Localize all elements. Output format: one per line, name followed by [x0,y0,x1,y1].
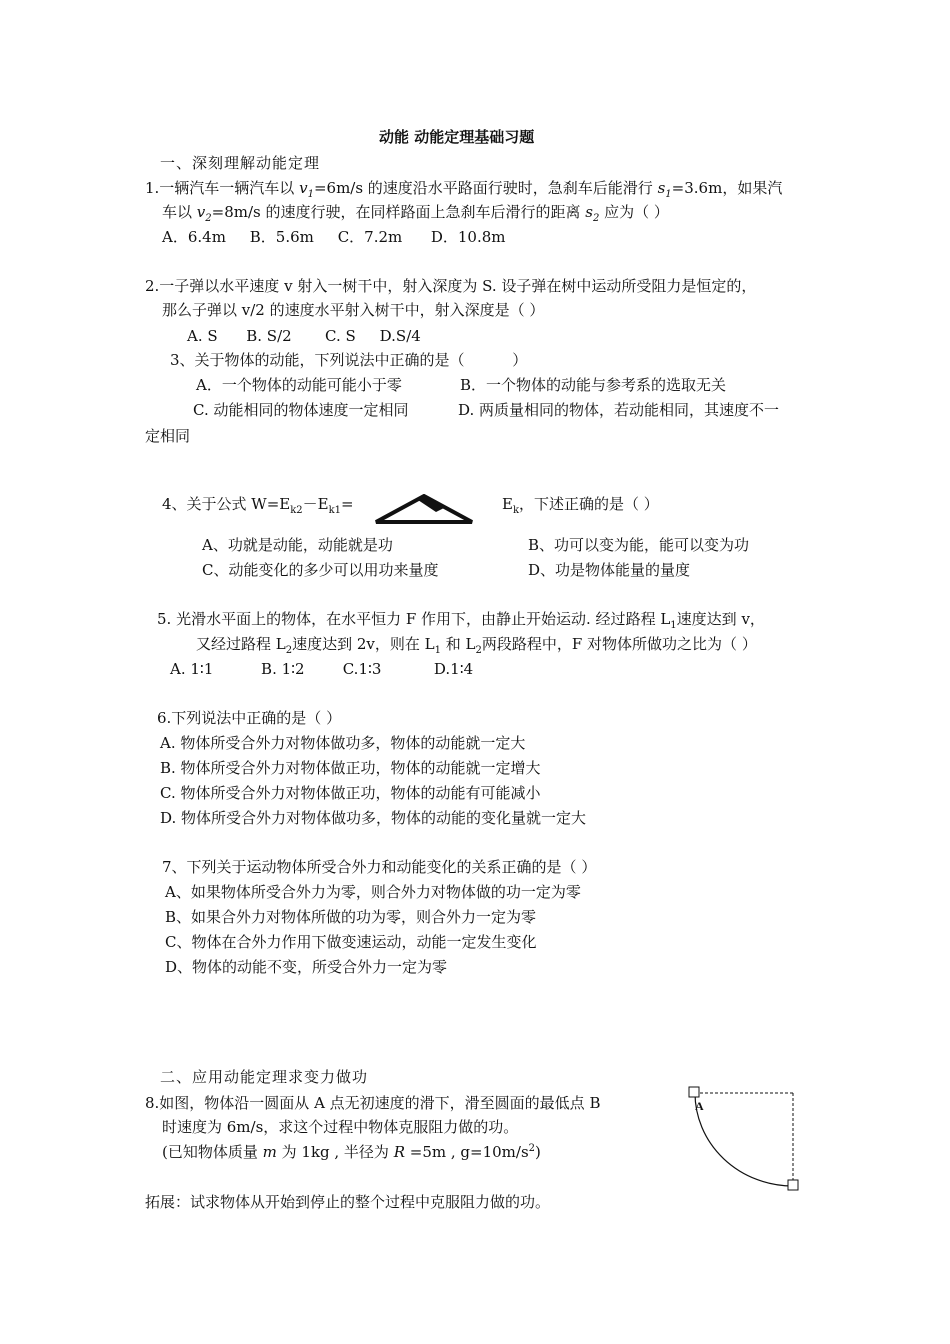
question-8-line-3: (已知物体质量 m 为 1kg , 半径为 R =5m , $g=10m/s^2$) [162,1143,541,1161]
question-5-options: A. 1∶1 B. 1∶2 C.1∶3 D.1∶4 [170,660,474,678]
quarter-circle-figure [683,1082,803,1198]
question-5-line-2: 又经过路程 $L_2$速度达到 2v，则在 $L_1$ 和 $L_2$两段路程中，F 对物体所做功之比为（ ） [196,635,757,656]
question-3-option-d: D. 两质量相同的物体，若动能相同，其速度不一 [458,401,780,419]
question-6-option-d: D. 物体所受合外力对物体做功多，物体的动能的变化量就一定大 [160,809,587,827]
question-8-line-2: 时速度为 6m/s，求这个过程中物体克服阻力做的功。 [162,1118,519,1136]
question-4-option-d: D、功是物体能量的量度 [528,561,691,579]
question-7-option-b: B、如果合外力对物体所做的功为零，则合外力一定为零 [165,908,537,926]
section-heading-2: 二、应用动能定理求变力做功 [160,1068,369,1086]
question-3-option-a: A．一个物体的动能可能小于零 [196,376,402,394]
question-6-option-a: A. 物体所受合外力对物体做功多，物体的动能就一定大 [160,734,526,752]
question-1-options: A．6.4m B．5.6m C．7.2m D．10.8m [162,228,506,246]
question-6-option-b: B. 物体所受合外力对物体做正功，物体的动能就一定增大 [160,759,541,777]
question-6-stem: 6.下列说法中正确的是（ ） [157,709,342,727]
question-4-stem-left: 4、关于公式 $W=E_{k2}-E_{k1}=$ [162,495,354,516]
question-7-option-d: D、物体的动能不变，所受合外力一定为零 [165,958,448,976]
question-3-stem: 3、关于物体的动能，下列说法中正确的是（ ） [170,351,528,369]
question-4-option-a: A、功就是动能，动能就是功 [202,536,393,554]
question-3-option-d-cont: 定相同 [145,427,191,445]
question-2-line-2: 那么子弹以 v/2 的速度水平射入树干中，射入深度是（ ） [162,301,545,319]
question-1-line-1: 1.一辆汽车一辆汽车以 $v_1=6m/s$ 的速度沿水平路面行驶时，急刹车后能滑行 $s_1=3.6m$，如果汽 [145,179,783,200]
question-2-line-1: 2.一子弹以水平速度 v 射入一树干中，射入深度为 S. 设子弹在树中运动所受阻力是恒定的， [145,277,757,295]
question-4-option-b: B、功可以变为能，能可以变为功 [528,536,750,554]
question-1-line-2: 车以 $v_2=8m/s$ 的速度行驶，在同样路面上急刹车后滑行的距离 $s_2$ 应为（ ） [162,203,669,224]
section-heading-1: 一、深刻理解动能定理 [160,154,321,172]
question-4-option-c: C、动能变化的多少可以用功来量度 [202,561,439,579]
question-8-line-1: 8.如图，物体沿一圆面从 A 点无初速度的滑下，滑至圆面的最低点 B [145,1094,601,1112]
figure-label-a: A [695,1099,704,1113]
question-3-option-b: B．一个物体的动能与参考系的选取无关 [460,376,727,394]
triangle-shape-icon [374,494,474,524]
question-4-stem-right: $E_k$，下述正确的是（ ） [502,495,659,516]
question-3-option-c: C. 动能相同的物体速度一定相同 [193,401,409,419]
question-7-stem: 7、下列关于运动物体所受合外力和动能变化的关系正确的是（ ） [162,858,597,876]
question-6-option-c: C. 物体所受合外力对物体做正功，物体的动能有可能减小 [160,784,541,802]
question-7-option-c: C、物体在合外力作用下做变速运动，动能一定发生变化 [165,933,537,951]
question-2-options: A. S B. S/2 C. S D.S/4 [187,327,421,345]
extension-question: 拓展：试求物体从开始到停止的整个过程中克服阻力做的功。 [145,1193,551,1211]
question-7-option-a: A、如果物体所受合外力为零，则合外力对物体做的功一定为零 [165,883,581,901]
page-title: 动能 动能定理基础习题 [379,128,535,146]
question-5-line-1: 5. 光滑水平面上的物体，在水平恒力 F 作用下，由静止开始运动. 经过路程 $L_1$速度达到 v， [157,610,765,631]
